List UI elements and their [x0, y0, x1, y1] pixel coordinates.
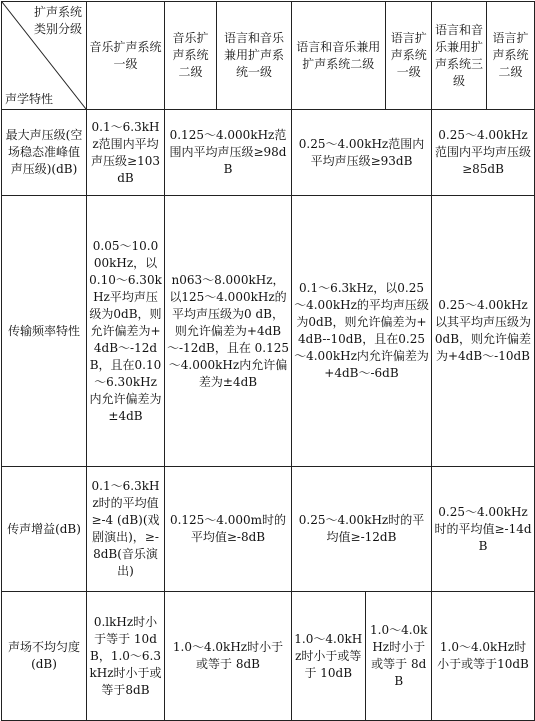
table-cell: 0.25～4.00kHz时的平均值≥-14dB: [432, 467, 535, 592]
column-header: 语言扩声系统二级: [487, 2, 535, 110]
row-label: 传输频率特性: [2, 196, 87, 467]
table-row: [2, 467, 535, 592]
table-cell: 1.0～4.0kHz时小于或等于10dB: [432, 592, 535, 721]
column-header: 音乐扩声系统二级: [165, 2, 217, 110]
table-cell: 1.0～4.0kHz时小于或等于 8dB: [165, 592, 292, 721]
table-cell: 1.0～4.0kHz时小于或等于 8dB: [370, 623, 428, 688]
row-label: 声场不均匀度(dB): [2, 592, 87, 721]
row-label: 传声增益(dB): [2, 467, 87, 592]
corner-header-cell: [2, 2, 87, 110]
header-row: [2, 2, 535, 110]
column-header: 语言和音乐兼用扩声系统一级: [217, 2, 292, 110]
table-cell: 0.1～6.3kHz，以0.25～4.00kHz的平均声压级为0dB，则允许偏差为+4dB--10dB，且在0.25～4.00kHz内允许偏差为+4dB～-6dB: [292, 196, 432, 467]
column-header: 音乐扩声系统一级: [87, 2, 165, 110]
column-header: 语言和音乐兼用扩声系统二级: [292, 2, 385, 109]
table-cell: 0.125～4.000m时的平均值≥-8dB: [165, 467, 292, 592]
table-cell: 0.125～4.000kHz范围内平均声压级≥98dB: [165, 110, 292, 196]
table-cell: n063～8.000kHz，以125～4.000kHz的平均声压级为0 dB，则允许偏差为+4dB～-12dB，且在 0.125～4.000kHz内允许偏差为±4dB: [165, 196, 292, 467]
row-label: 最大声压级(空场稳态准峰值声压级)(dB): [2, 110, 87, 196]
table-cell: 0.25～4.00kHz范围内平均声压级≥93dB: [292, 110, 432, 196]
table-cell: 0.1～6.3kHz范围内平均声压级≥103dB: [87, 110, 165, 196]
table-cell: 0.05～10.000kHz，以0.10～6.30kHz平均声压级为0dB，则允许偏差为+4dB～-12dB，且在0.10～6.30kHz内允许偏差为±4dB: [87, 196, 165, 467]
table-cell-pair: [292, 592, 432, 721]
table-cell: 0.25～4.00kHz以其平均声压级为0dB，则允许偏差为+4dB～-10dB: [432, 196, 535, 467]
corner-property-label: 声学特性: [5, 92, 54, 106]
acoustic-spec-table: [1, 1, 535, 721]
column-header: 语言扩声系统一级: [390, 31, 427, 79]
table-cell: 0.1～6.3kHz时的平均值≥-4 (dB)(戏剧演出)，≥-8dB(音乐演出): [87, 467, 165, 592]
table-row: [2, 110, 535, 196]
table-cell: 0.25～4.00kHz范围内平均声压级≥85dB: [432, 110, 535, 196]
column-header-pair: [292, 2, 432, 110]
table-cell: 0.lkHz时小于等于 10dB，1.0～6.3kHz时小于或等于8dB: [87, 592, 165, 721]
table-cell: 0.25～4.00kHz时的平均值≥-12dB: [292, 467, 432, 592]
column-header: 语言和音乐兼用扩声系统三级: [432, 2, 487, 110]
table-row: [2, 196, 535, 467]
table-cell: 1.0～4.0kHz时小于或等于 10dB: [292, 592, 365, 720]
table-row: [2, 592, 535, 721]
corner-category-label: 扩声系统类别分级: [33, 5, 82, 36]
